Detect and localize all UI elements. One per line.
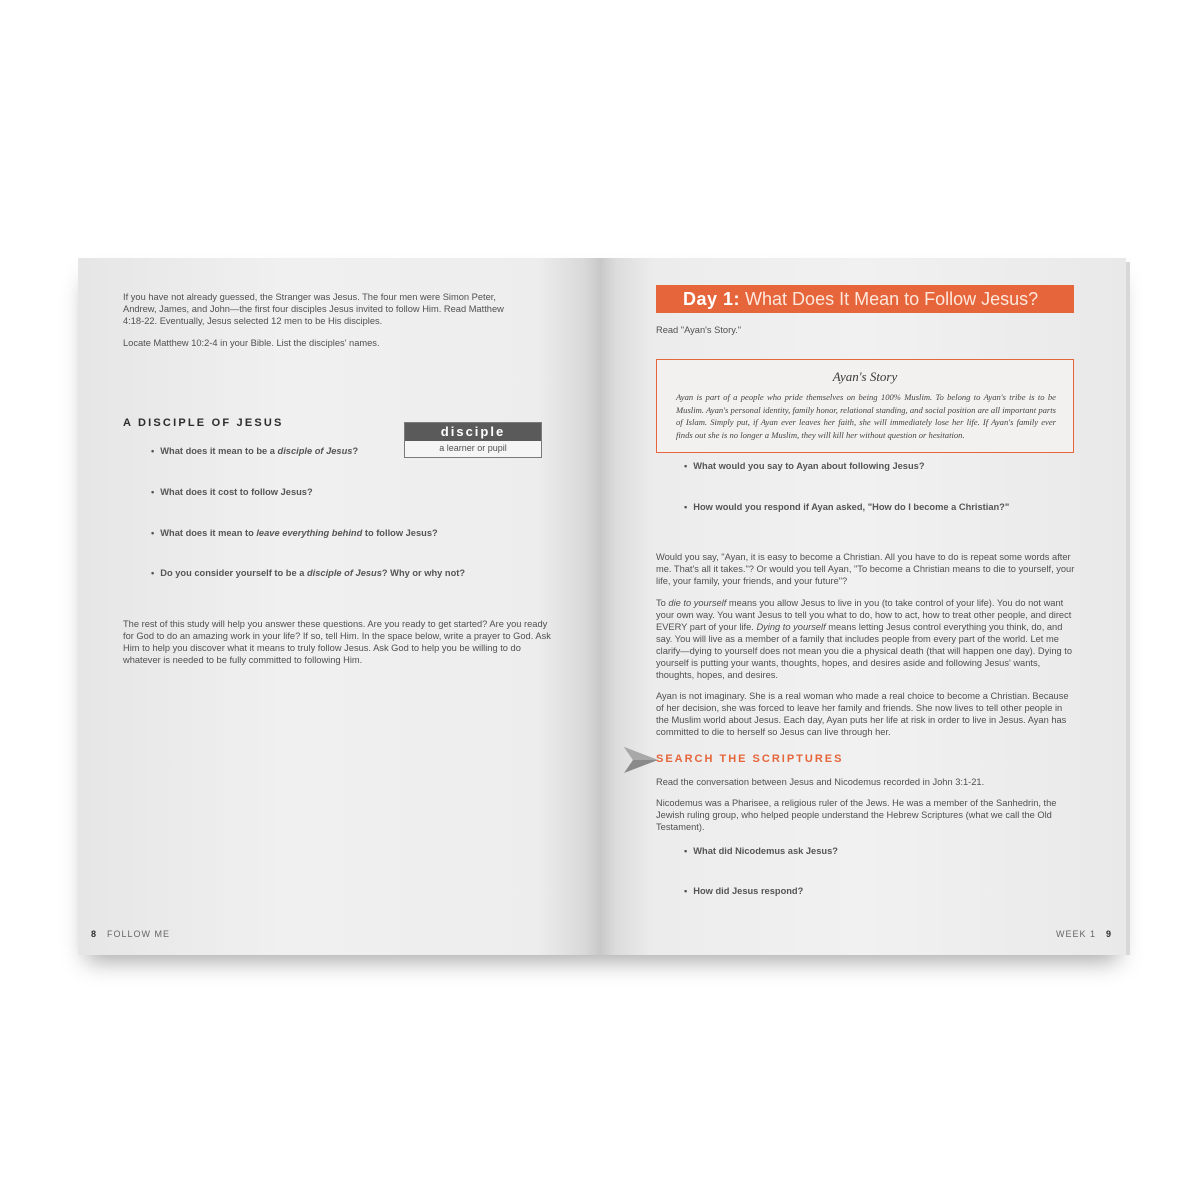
question-text: What did Nicodemus ask Jesus? xyxy=(693,846,838,856)
question-text: What would you say to Ayan about following Jesus? xyxy=(693,461,925,471)
read-instruction: Read the conversation between Jesus and Nicodemus recorded in John 3:1-21. xyxy=(656,777,985,787)
day-banner xyxy=(656,285,1074,313)
definition-box xyxy=(404,422,542,458)
locate-instruction: Locate Matthew 10:2-4 in your Bible. List the disciples' names. xyxy=(123,338,380,348)
page-footer-right xyxy=(1056,929,1112,939)
question-text: What does it cost to follow Jesus? xyxy=(160,487,313,497)
question-item xyxy=(151,568,465,578)
body-emphasis: Dying to yourself xyxy=(756,622,826,632)
question-emphasis: disciple of Jesus xyxy=(306,568,382,578)
booklet-spread xyxy=(78,258,1126,955)
read-instruction: Read "Ayan's Story." xyxy=(656,325,742,335)
question-text: ? xyxy=(352,446,359,456)
question-item xyxy=(151,487,313,497)
search-scriptures-heading: SEARCH THE SCRIPTURES xyxy=(656,753,844,765)
running-title: FOLLOW ME xyxy=(107,929,171,939)
section-heading: A DISCIPLE OF JESUS xyxy=(123,417,284,429)
page-number: 9 xyxy=(1106,929,1113,939)
question-text: What does it mean to be a xyxy=(160,446,278,456)
story-box xyxy=(656,359,1074,453)
page-edge xyxy=(1126,262,1130,955)
question-item xyxy=(684,502,1009,512)
day-title: What Does It Mean to Follow Jesus? xyxy=(745,289,1039,309)
question-emphasis: disciple of Jesus xyxy=(277,446,353,456)
body-text: means letting Jesus control everything you think, do, and say. You will live as a member of a family that includes people from every part of the world. Let me clarify—dying to yourself does not mean you die a physical death (that will happen one day). Dying to yourself is putting your wants, thoughts, hopes, and desires aside and following Jesus' wants, thoughts, hopes, and desires. xyxy=(656,622,1073,680)
page-number: 8 xyxy=(91,929,98,939)
body-text: To xyxy=(656,598,669,608)
definition-word: disciple xyxy=(405,423,541,441)
question-text: What does it mean to xyxy=(160,528,257,538)
question-item xyxy=(151,446,358,456)
question-text: Do you consider yourself to be a xyxy=(160,568,307,578)
body-emphasis: die to yourself xyxy=(668,598,727,608)
body-text: means you allow Jesus to live in you (to take control of your life). You do not want your own way. You want Jesus to tell you what to do, how to act, how to treat other people, and direct EVERY part of your life. xyxy=(656,598,1072,632)
right-page xyxy=(600,258,1126,955)
question-text: How would you respond if Ayan asked, "How do I become a Christian?" xyxy=(693,502,1010,512)
left-page xyxy=(78,258,600,955)
page-footer-left xyxy=(91,929,170,939)
body-paragraph xyxy=(656,597,1076,681)
story-body: Ayan is part of a people who pride themselves on being 100% Muslim. To belong to Ayan's tribe is to be Muslim. Ayan's personal identity, family honor, relational standing, and social position are all important parts of Islam. Simply put, if Ayan ever leaves her faith, she will immediately lose her life. If Ayan's family ever finds out she is no longer a Muslim, they will kill her without question or hesitation. xyxy=(676,392,1056,440)
question-text: to follow Jesus? xyxy=(362,528,438,538)
closing-paragraph: The rest of this study will help you answer these questions. Are you ready to get started? Are you ready for God to do an amazing work in your life? If so, tell Him. In the space below, write a prayer to God. Ask Him to help you discover what it means to truly follow Jesus. Ask God to help you be willing to do whatever is needed to be fully committed to following Him. xyxy=(123,619,551,665)
body-paragraph: Ayan is not imaginary. She is a real woman who made a real choice to become a Christian. Because of her decision, she was forced to leave her family and friends. She now lives to tell other people in the Muslim world about Jesus. Each day, Ayan puts her life at risk in order to live in Jesus. Ayan has committed to die to herself so Jesus can live through her. xyxy=(656,691,1069,737)
arrow-right-icon xyxy=(624,747,658,773)
body-paragraph: Nicodemus was a Pharisee, a religious ruler of the Jews. He was a member of the Sanhedrin, the Jewish ruling group, who helped people understand the Hebrew Scriptures (what we call the Old Testament). xyxy=(656,798,1057,832)
question-item xyxy=(684,846,838,856)
day-label: Day 1: xyxy=(683,289,741,309)
intro-paragraph: If you have not already guessed, the Stranger was Jesus. The four men were Simon Peter, Andrew, James, and John—the first four disciples Jesus invited to follow Him. Read Matthew 4:18-22. Eventually, Jesus selected 12 men to be His disciples. xyxy=(123,292,504,326)
question-emphasis: leave everything behind xyxy=(256,528,363,538)
question-item xyxy=(684,886,803,896)
question-text: How did Jesus respond? xyxy=(693,886,804,896)
story-title: Ayan's Story xyxy=(832,369,898,384)
question-item xyxy=(684,461,925,471)
question-text: ? Why or why not? xyxy=(381,568,466,578)
running-title: WEEK 1 xyxy=(1056,929,1097,939)
body-paragraph: Would you say, "Ayan, it is easy to become a Christian. All you have to do is repeat some words after me. That's all it takes."? Or would you tell Ayan, "To become a Christian means to die to yourself, your life, your family, your friends, and your future"? xyxy=(656,552,1075,586)
question-item xyxy=(151,528,438,538)
definition-meaning: a learner or pupil xyxy=(439,443,507,453)
